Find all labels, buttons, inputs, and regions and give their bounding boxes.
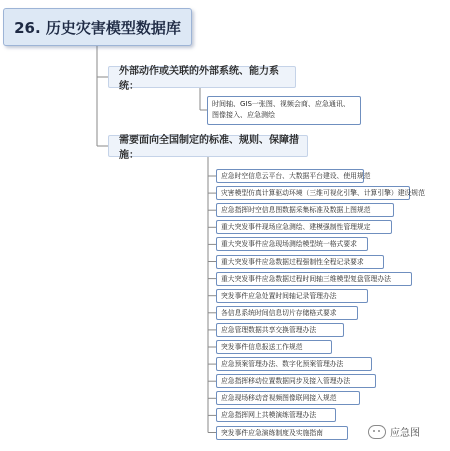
standard-item: 重大突发事件应急现场测绘模型统一格式要求 <box>216 237 368 251</box>
standard-item: 应急指挥时空信息图数据采集标准及数据上图规范 <box>216 203 394 217</box>
standard-item: 各信息系统时间信息切片存储格式要求 <box>216 306 358 320</box>
standard-item: 应急时空信息云平台、大数据平台建设、使用规范 <box>216 169 364 183</box>
wechat-icon <box>368 425 386 439</box>
external-systems-line-1: 时间轴、GIS一张图、视频会商、应急通讯、 <box>212 100 350 108</box>
branch-standards <box>108 135 308 161</box>
standard-item: 突发事件应急演练制度及实施指南 <box>216 426 348 440</box>
watermark-badge <box>368 424 420 439</box>
branch-standards-label: 需要面向全国制定的标准、规则、保障措施： <box>119 135 299 161</box>
root-topic <box>3 8 192 46</box>
standard-item: 突发事件信息报送工作规范 <box>216 340 332 354</box>
standard-item: 应急指挥移动位置数据同步及接入管理办法 <box>216 374 376 388</box>
standard-item: 应急预案管理办法、数字化预案管理办法 <box>216 357 372 371</box>
branch-external-systems-label: 外部动作或关联的外部系统、能力系统： <box>119 66 279 92</box>
standard-item: 突发事件应急处置时间轴记录管理办法 <box>216 289 368 303</box>
standard-item: 应急指挥网上共模演练管理办法 <box>216 408 336 422</box>
watermark-text: 应急图 <box>390 428 420 439</box>
standard-item: 应急管理数据共享交换管理办法 <box>216 323 344 337</box>
branch-external-systems <box>108 66 296 92</box>
standard-item: 重大突发事件应急数据过程强制性全程记录要求 <box>216 255 384 269</box>
external-systems-line-2: 图像接入、应急测绘 <box>212 111 275 119</box>
root-title: 26. 历史灾害模型数据库 <box>14 18 181 37</box>
standard-item: 应急现场移动音视频图像联网接入规范 <box>216 391 360 405</box>
external-systems-node <box>207 96 361 125</box>
standard-item: 重大突发事件现场应急测绘、建模强制性管理规定 <box>216 220 392 234</box>
standard-item: 重大突发事件应急数据过程时间轴三维模型复盘管理办法 <box>216 272 412 286</box>
standard-item: 灾害模型仿真计算驱动环境（三维可视化引擎、计算引擎）建设规范 <box>216 186 410 200</box>
